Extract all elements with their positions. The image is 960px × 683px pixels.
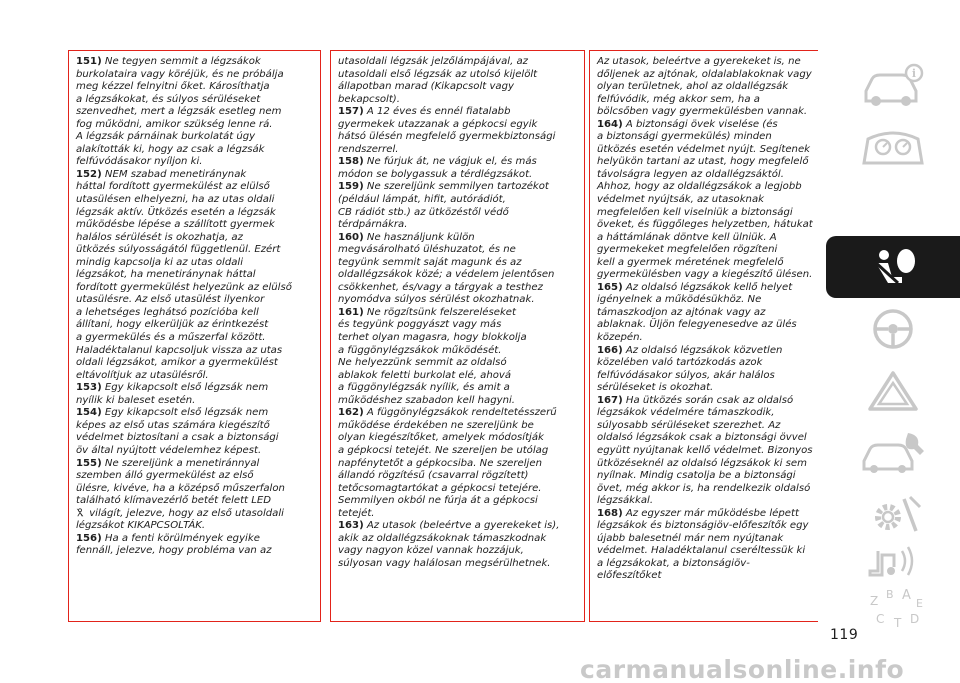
nav-safety[interactable] <box>826 236 960 298</box>
warning-number: 151) <box>76 56 102 67</box>
nav-emergency[interactable] <box>826 360 960 422</box>
paragraph-text: Ha ütközés során csak az oldalsó légzsákok védelmére támaszkodik, súlyosabb sérüléseket szerezhet. Az oldalsó légzsákok csak a biztonsági övvel együtt nyújtanak kellő védelmet. Bizonyos ütközéseknél az oldalsó légzsákok ki sem nyílnak. Mindig csatolja be a biztonsági övet, még akkor is, ha rendelkezik oldalsó légzsákkal. <box>597 394 813 507</box>
paragraph-text: Egy kikapcsolt első légzsák nem nyílik ki baleset esetén. <box>76 382 269 406</box>
paragraph-text: Az egyszer már működésbe lépett légzsákok és biztonságiöv-előfeszítők egy újabb balesetnél már nem nyújtanak védelmet. Haladéktalanul cseréltessük ki a légzsákokat, a biztonságiöv-előfeszítőket <box>597 507 809 582</box>
paragraph <box>76 382 315 407</box>
index-letter: E <box>916 597 923 610</box>
warning-number: 164) <box>597 118 623 130</box>
warning-number: 160) <box>338 231 364 243</box>
paragraph-text: Ne szereljünk a menetiránnyal szemben álló gyermekülést az első ülésre, kivéve, ha a középső műszerfalon található klímavezérlő betét felett LED <box>76 457 285 507</box>
warning-number: 152) <box>76 168 102 180</box>
paragraph-text: Ne használjunk külön megvásárolható üléshuzatot, és ne tegyünk semmit saját magunk és az oldallégzsákok közé; a védelem jelentősen csökkenhet, és/vagy a tárgyak a testhez nyomódva súlyos sérülést okozhatnak. <box>338 231 555 306</box>
warning-number: 158) <box>338 156 364 168</box>
nav-starting-driving[interactable] <box>826 298 960 360</box>
paragraph <box>597 56 813 119</box>
paragraph <box>76 533 315 558</box>
index-letter: C <box>876 612 885 626</box>
alphabet-index-icon <box>858 585 928 633</box>
paragraph-text: Ne rögzítsünk felszereléseket és tegyünk poggyászt vagy más terhet olyan magasra, hogy blokkolja a függönylégzsákok működését. Ne helyezzünk semmit az oldalsó ablakok feletti burkolat elé, ahová a függönylégzsák nyílik, és amit a működéshez szabadon kell hagyni. <box>338 306 527 406</box>
warning-number: 166) <box>597 344 623 356</box>
paragraph-text: Az oldalsó légzsákok kellő helyet igényelnek a működésükhöz. Ne támaszkodjon az ajtónak vagy az ablaknak. Üljön felegyenesedve az ülés közepén. <box>597 281 797 344</box>
car-wrench-icon <box>858 429 928 477</box>
paragraph-text: Ne tegyen semmit a légzsákok burkolataira vagy köréjük, és ne próbálja meg kézzel felnyitni őket. Károsíthatja a légzsákokat, és súlyos sérüléseket szenvedhet, mert a légzsák esetleg nem fog működni, amikor szükség lenne rá. A légzsák párnáinak burkolatát úgy alakították ki, hogy az csak a légzsák felfúvódásakor nyíljon ki. <box>76 56 284 168</box>
paragraph <box>597 345 813 395</box>
paragraph <box>338 156 579 181</box>
paragraph <box>597 119 813 282</box>
paragraph <box>338 232 579 307</box>
paragraph-text: A 12 éves és ennél fiatalabb gyermekek utazzanak a gépkocsi egyik hátsó ülésén megfelelő gyermekbiztonsági rendszerrel. <box>338 106 556 155</box>
index-letter: D <box>910 612 920 626</box>
warning-number: 161) <box>338 306 364 318</box>
warning-number: 159) <box>338 181 364 193</box>
text-column-2 <box>330 50 585 622</box>
chapter-navigation-sidebar <box>826 50 960 630</box>
paragraph <box>76 407 315 457</box>
paragraph <box>338 520 579 570</box>
paragraph-text: Egy kikapcsolt első légzsák nem képes az első utas számára kiegészítő védelmet biztosítani a csak a biztonsági öv által nyújtott védelemhez képest. <box>76 407 279 456</box>
paragraph-text: Az utasok (beleértve a gyerekeket is), akik az oldallégzsákoknak támaszkodnak vagy nagyon közel vannak hozzájuk, súlyosan vagy halálosan megsérülhetnek. <box>338 520 560 569</box>
warning-number: 157) <box>338 106 364 118</box>
paragraph <box>76 169 315 382</box>
paragraph <box>76 458 315 533</box>
text-column-3 <box>589 50 818 622</box>
warning-number: 167) <box>597 394 623 406</box>
index-letter: A <box>902 588 911 603</box>
index-letter: Z <box>870 594 879 608</box>
warning-number: 153) <box>76 382 102 394</box>
paragraph-text: Ha a fenti körülmények egyike fennáll, jelezve, hogy probléma van az <box>76 532 272 557</box>
paragraph-text: A függönylégzsákok rendeltetésszerű működése érdekében ne szereljünk be olyan kiegészítőket, amelyek módosítják a gépkocsi tetejét. Ne szereljen be utólag napfénytetőt a gépkocsiba. Ne szereljen állandó rögzítésű (csavarral rögzített) tetőcsomagtartókat a gépkocsi tetejére. Semmilyen okból ne fúrja át a gépkocsi tetejét. <box>338 407 557 519</box>
paragraph-text: Ne fúrjuk át, ne vágjuk el, és más módon se bolygassuk a térdlégzsákot. <box>338 156 537 180</box>
index-letter: T <box>894 616 902 630</box>
paragraph <box>338 181 579 231</box>
paragraph-text: NEM szabad menetiránynak háttal fordított gyermekülést az elülső utasülésen elhelyezni, ha az utas oldali légzsák aktív. Ütközés esetén a légzsák működésbe lépése a szállított gyermek halálos sérülését is okozhatja, az ütközés súlyosságától függetlenül. Ezért mindig kapcsolja ki az utas oldali légzsákot, ha menetiránynak háttal fordított gyermekülést helyezünk az elülső utasülésre. Az első utasülést ilyenkor a lehetséges leghátsó pozícióba kell állítani, hogy elkerüljük az érintkezést a gyermekülés és a műszerfal között. Haladéktalanul kapcsoljuk vissza az utas oldali légzsákot, amikor a gyermekülést eltávolítjuk az utasülésről. <box>76 168 292 381</box>
airbag-off-led-icon <box>76 508 84 517</box>
warning-triangle-icon <box>858 367 928 415</box>
paragraph-text: Az utasok, beleértve a gyerekeket is, ne dőljenek az ajtónak, oldalablakoknak vagy olyan területnek, ahol az oldallégzsák felfúvódik, még akkor sem, ha a bölcsőben vagy gyermekülésben vannak. <box>597 56 812 118</box>
paragraph-text: A biztonsági övek viselése (és a biztonsági gyermekülés) minden ütközés esetén védelmet nyújt. Segítenek helyükön tartani az utast, hogy megfelelő távolságra legyen az oldallégzsáktól. Ahhoz, hogy az oldallégzsákok a legjobb védelmet nyújtsák, az utasoknak megfelelően kell viselniük a biztonsági öveket, és függőleges helyzetben, hátukat a háttámlának döntve kell ülniük. A gyermekeket megfelelően rögzíteni kell a gyermek méretének megfelelő gyermekülésben vagy a kiegészítő ülésen. <box>597 118 813 281</box>
warning-number: 155) <box>76 457 102 469</box>
warning-number: 156) <box>76 532 102 544</box>
dashboard-icon <box>858 123 928 171</box>
safety-airbag-icon <box>858 243 928 291</box>
warning-number: 165) <box>597 281 623 293</box>
warning-number: 168) <box>597 507 623 519</box>
steering-wheel-icon <box>858 305 928 353</box>
paragraph <box>76 56 315 169</box>
nav-car-info[interactable] <box>826 54 960 116</box>
paragraph <box>338 407 579 520</box>
paragraph-text: Ne szereljünk semmilyen tartozékot (például lámpát, hifit, autórádiót, CB rádiót stb.) az ütközéstől védő térdpárnákra. <box>338 181 549 231</box>
paragraph <box>597 395 813 508</box>
paragraph <box>338 56 579 106</box>
svg-text:i: i <box>911 67 917 80</box>
paragraph <box>338 106 579 156</box>
warning-number: 163) <box>338 520 364 532</box>
nav-maintenance[interactable] <box>826 422 960 484</box>
paragraph-text-continued: világít, jelezve, hogy az első utasoldali légzsákot KIKAPCSOLTÁK. <box>76 507 284 532</box>
index-letter: B <box>886 588 894 601</box>
paragraph <box>338 307 579 407</box>
paragraph-text: Az oldalsó légzsákok közvetlen közelében való tartózkodás azok felfúvódásakor súlyos, akár halálos sérüléseket is okozhat. <box>597 344 783 394</box>
paragraph <box>597 282 813 345</box>
watermark: carmanualsonline.info <box>580 655 905 683</box>
paragraph-text: utasoldali légzsák jelzőlámpájával, az utasoldali első légzsák az utolsó kijelölt állapotban marad (Kikapcsolt vagy bekapcsolt). <box>338 56 538 105</box>
paragraph <box>597 508 813 583</box>
nav-dashboard[interactable] <box>826 116 960 178</box>
text-column-1 <box>68 50 321 622</box>
warning-number: 154) <box>76 407 102 419</box>
warning-number: 162) <box>338 407 364 419</box>
page-number: 119 <box>830 627 859 643</box>
car-info-icon <box>858 61 928 109</box>
